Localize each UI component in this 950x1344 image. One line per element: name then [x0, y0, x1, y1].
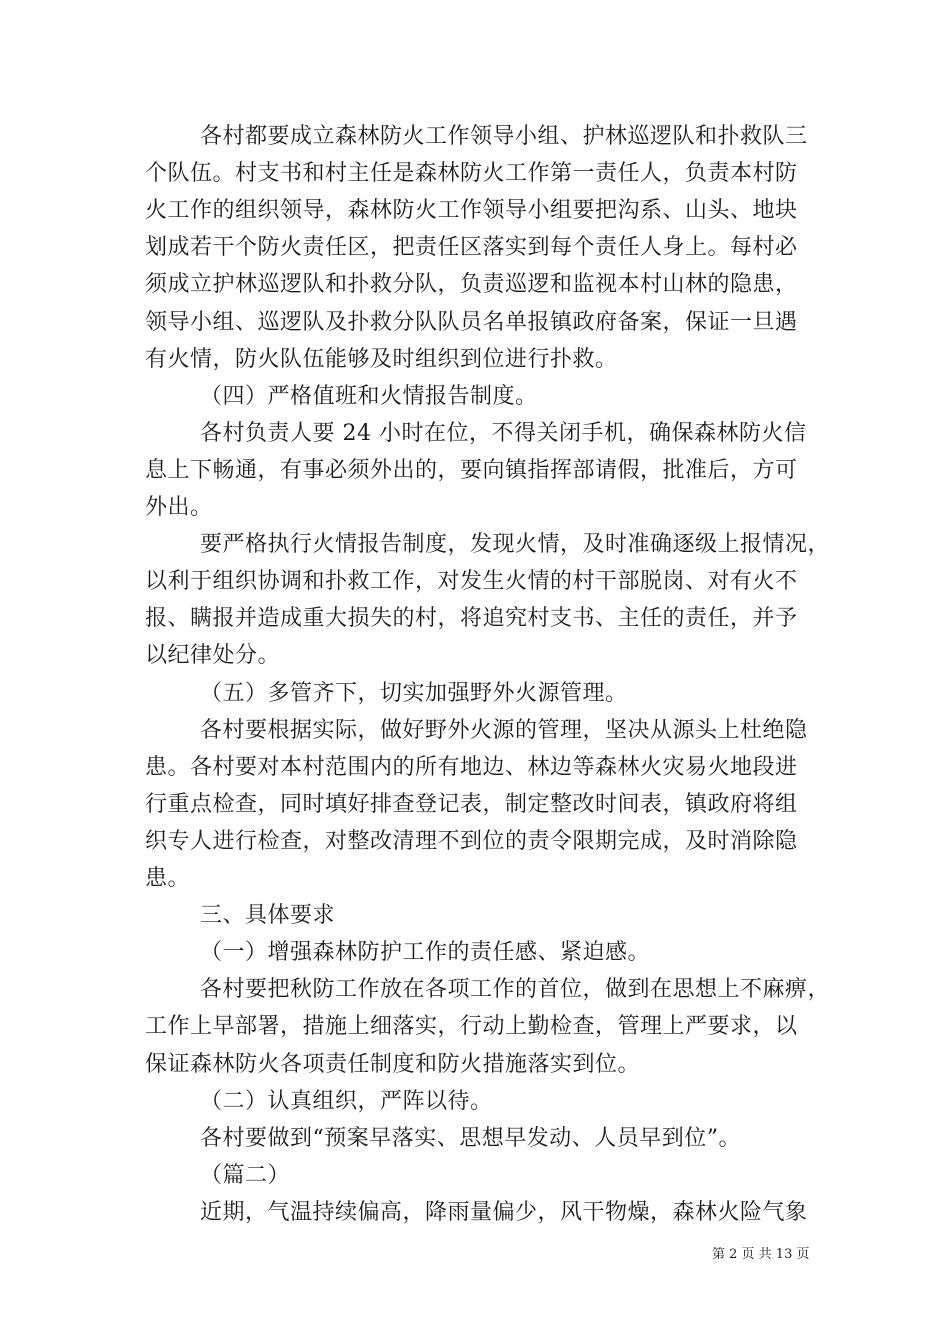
paragraph-line: 患。各村要对本村范围内的所有地边、林边等森林火灾易火地段进	[145, 755, 798, 780]
paragraph-line: 行重点检查，同时填好排查登记表，制定整改时间表，镇政府将组	[145, 792, 798, 817]
paragraph-line: 织专人进行检查，对整改清理不到位的责令限期完成，及时消除隐	[145, 829, 798, 854]
paragraph-line: 以利于组织协调和扑救工作，对发生火情的村干部脱岗、对有火不	[145, 569, 798, 594]
paragraph-line: 各村都要成立森林防火工作领导小组、护林巡逻队和扑救队三	[200, 124, 808, 149]
section-heading: （四）严格值班和火情报告制度。	[200, 384, 538, 409]
paragraph-line: 个队伍。村支书和村主任是森林防火工作第一责任人，负责本村防	[145, 161, 798, 186]
section-heading: （篇二）	[200, 1163, 291, 1188]
paragraph-line: 各村要根据实际，做好野外火源的管理，坚决从源头上杜绝隐	[200, 718, 808, 743]
paragraph-line: （二）认真组织，严阵以待。	[200, 1089, 493, 1114]
paragraph-line: 外出。	[145, 495, 213, 520]
page-number: 第 2 页 共 13 页	[712, 1247, 810, 1262]
paragraph-line: 工作上早部署，措施上细落实，行动上勤检查，管理上严要求，以	[145, 1014, 798, 1039]
paragraph-line: 各村要把秋防工作放在各项工作的首位，做到在思想上不麻痹，	[200, 977, 831, 1002]
section-heading: 三、具体要求	[200, 903, 336, 928]
paragraph-line: 报、瞒报并造成重大损失的村，将追究村支书、主任的责任，并予	[145, 606, 798, 631]
paragraph-line: 有火情，防火队伍能够及时组织到位进行扑救。	[145, 347, 618, 372]
paragraph-line: 近期，气温持续偏高，降雨量偏少，风干物燥，森林火险气象	[200, 1200, 808, 1225]
paragraph-line: 领导小组、巡逻队及扑救分队队员名单报镇政府备案，保证一旦遇	[145, 310, 798, 335]
paragraph-line: 要严格执行火情报告制度，发现火情，及时准确逐级上报情况，	[200, 532, 831, 557]
section-heading: （五）多管齐下，切实加强野外火源管理。	[200, 681, 628, 706]
paragraph-line: 保证森林防火各项责任制度和防火措施落实到位。	[145, 1052, 641, 1077]
paragraph-line: 以纪律处分。	[145, 643, 281, 668]
section-heading: （一）增强森林防护工作的责任感、紧迫感。	[200, 940, 651, 965]
paragraph-line: 息上下畅通，有事必须外出的，要向镇指挥部请假，批准后，方可	[145, 458, 798, 483]
paragraph-line: 火工作的组织领导，森林防火工作领导小组要把沟系、山头、地块	[145, 198, 798, 223]
paragraph-line: 各村要做到“预案早落实、思想早发动、人员早到位”。	[200, 1126, 741, 1151]
paragraph-line: 患。	[145, 866, 191, 891]
paragraph-line: 各村负责人要 24 小时在位，不得关闭手机，确保森林防火信	[200, 421, 807, 446]
paragraph-line: 划成若干个防火责任区，把责任区落实到每个责任人身上。每村必	[145, 235, 798, 260]
paragraph-line: 须成立护林巡逻队和扑救分队，负责巡逻和监视本村山林的隐患，	[145, 272, 798, 297]
